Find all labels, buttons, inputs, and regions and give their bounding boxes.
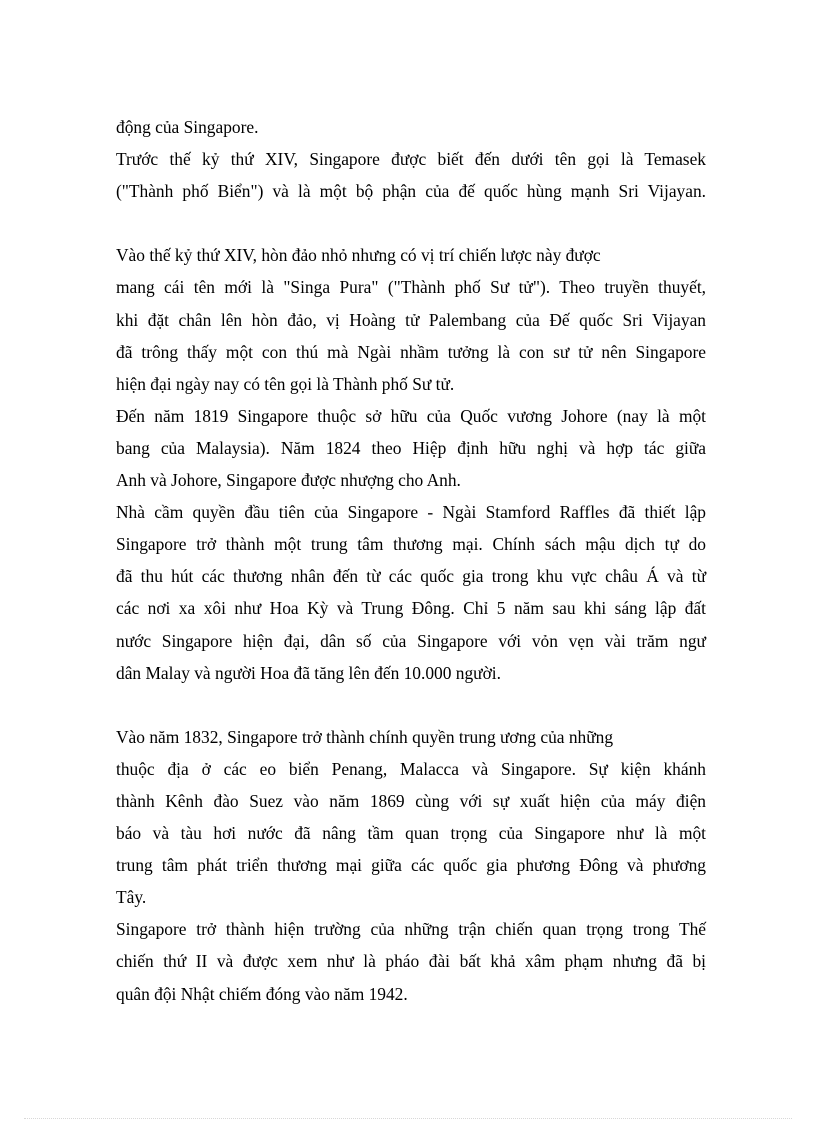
- text-line: đã trông thấy một con thú mà Ngài nhầm tưởng là con sư tử nên Singapore: [116, 341, 706, 362]
- text-line: thuộc địa ở các eo biển Penang, Malacca và Singapore. Sự kiện khánh: [116, 758, 706, 779]
- text-line: quân đội Nhật chiếm đóng vào năm 1942.: [116, 983, 408, 1004]
- text-line: Đến năm 1819 Singapore thuộc sở hữu của Quốc vương Johore (nay là một: [116, 405, 706, 426]
- text-line: trung tâm phát triển thương mại giữa các quốc gia phương Đông và phương: [116, 855, 706, 876]
- text-line: Trước thế kỷ thứ XIV, Singapore được biết đến dưới tên gọi là Temasek: [116, 149, 706, 170]
- text-line: hiện đại ngày nay có tên gọi là Thành phố Sư tử.: [116, 373, 455, 394]
- text-line: nước Singapore hiện đại, dân số của Singapore với vỏn vẹn vài trăm ngư: [116, 630, 706, 651]
- text-line: Vào năm 1832, Singapore trở thành chính quyền trung ương của những: [116, 726, 614, 747]
- blank-line: [116, 207, 706, 239]
- blank-line: [116, 689, 706, 721]
- text-line: báo và tàu hơi nước đã nâng tầm quan trọng của Singapore như là một: [116, 823, 706, 844]
- document-body: [116, 111, 706, 1010]
- text-line: Singapore trở thành một trung tâm thương mại. Chính sách mậu dịch tự do: [116, 534, 706, 555]
- text-line: các nơi xa xôi như Hoa Kỳ và Trung Đông. Chỉ 5 năm sau khi sáng lập đất: [116, 598, 706, 619]
- text-line: dân Malay và người Hoa đã tăng lên đến 10.000 người.: [116, 662, 501, 683]
- text-line: ("Thành phố Biển") và là một bộ phận của đế quốc hùng mạnh Sri Vijayan.: [116, 181, 706, 202]
- text-line: Singapore trở thành hiện trường của những trận chiến quan trọng trong Thế: [116, 919, 706, 940]
- text-line: Anh và Johore, Singapore được nhượng cho Anh.: [116, 470, 461, 491]
- page-bottom-border: [24, 1118, 792, 1119]
- text-line: khi đặt chân lên hòn đảo, vị Hoàng tử Palembang của Đế quốc Sri Vijayan: [116, 309, 706, 330]
- text-line: động của Singapore.: [116, 117, 259, 137]
- text-line: Vào thế kỷ thứ XIV, hòn đảo nhỏ nhưng có vị trí chiến lược này được: [116, 245, 601, 266]
- text-line: chiến thứ II và được xem như là pháo đài bất khả xâm phạm nhưng đã bị: [116, 951, 706, 972]
- text-line: Nhà cầm quyền đầu tiên của Singapore - Ngài Stamford Raffles đã thiết lập: [116, 502, 706, 523]
- text-line: Tây.: [116, 887, 147, 908]
- text-line: mang cái tên mới là "Singa Pura" ("Thành phố Sư tử"). Theo truyền thuyết,: [116, 277, 706, 298]
- text-line: bang của Malaysia). Năm 1824 theo Hiệp định hữu nghị và hợp tác giữa: [116, 437, 706, 458]
- text-line: thành Kênh đào Suez vào năm 1869 cùng với sự xuất hiện của máy điện: [116, 790, 706, 811]
- text-line: đã thu hút các thương nhân đến từ các quốc gia trong khu vực châu Á và từ: [116, 566, 706, 587]
